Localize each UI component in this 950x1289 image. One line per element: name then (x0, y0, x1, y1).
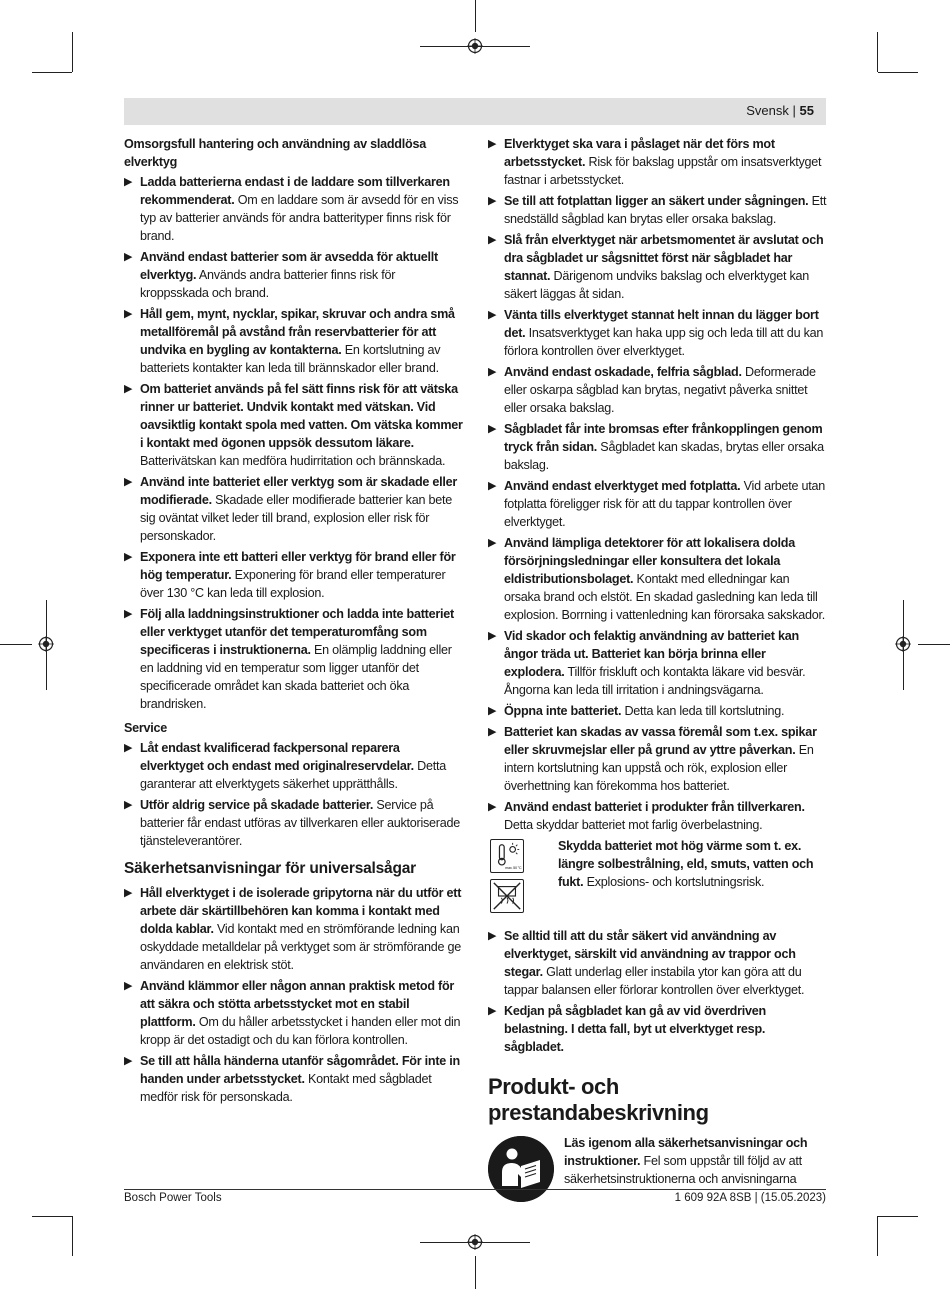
temperature-limit-label: max. 50 °C (505, 866, 522, 871)
bullet-arrow-icon: ▶ (124, 383, 133, 395)
crop-mark (475, 1256, 476, 1289)
list-item (488, 723, 828, 795)
bullet-list (124, 739, 466, 850)
list-item (124, 796, 466, 850)
item-bold: Håll elverktyget i de isolerade gripytorna när du utför ett arbete där skärtillbehören kan komma i kontakt med dolda kablar. (140, 886, 462, 936)
item-text: Används andra batterier finns risk för kroppsskada och brand. (140, 268, 396, 300)
item-text: Insatsverktyget kan haka upp sig och leda till att du kan förlora kontrollen över elverktyget. (504, 326, 824, 358)
bullet-arrow-icon: ▶ (488, 726, 497, 738)
item-text: Tillför friskluft och kontakta läkare vid besvär. Ångorna kan leda till irritation i andningsvägarna. (504, 665, 806, 697)
heat-warning-text (558, 837, 828, 891)
page-number: 55 (799, 103, 814, 118)
crop-mark (475, 0, 476, 32)
bullet-arrow-icon: ▶ (124, 887, 133, 899)
item-bold: Slå från elverktyget när arbetsmomentet är avslutat och dra sågbladet ur sågsnittet först när sågbladet har stannat. (504, 233, 824, 283)
bullet-arrow-icon: ▶ (124, 251, 133, 263)
crop-mark (918, 644, 950, 645)
warning-bold: Skydda batteriet mot hög värme som t. ex. längre solbestrålning, eld, smuts, vatten och fukt. (558, 839, 814, 889)
item-text: Glatt underlag eller instabila ytor kan göra att du tappar balansen eller förlorar kontrollen över elverktyget. (504, 965, 805, 997)
bullet-arrow-icon: ▶ (488, 705, 497, 717)
heat-warning-block (488, 837, 828, 917)
footer-document-id: 1 609 92A 8SB | (15.05.2023) (674, 1192, 826, 1204)
bullet-arrow-icon: ▶ (124, 742, 133, 754)
item-bold: Exponera inte ett batteri eller verktyg för brand eller för hög temperatur. (140, 550, 456, 582)
registration-mark-icon (895, 636, 911, 652)
bullet-arrow-icon: ▶ (124, 799, 133, 811)
bullet-list (124, 884, 466, 1106)
item-bold: Använd endast batteriet i produkter från tillverkaren. (504, 800, 805, 814)
list-item (124, 739, 466, 793)
bullet-arrow-icon: ▶ (488, 537, 497, 549)
list-item (488, 1002, 828, 1056)
item-bold: Håll gem, mynt, nycklar, spikar, skruvar och andra små metallföremål på avstånd från reservbatterier för att undvika en bygling av kontakterna. (140, 307, 455, 357)
page-header (124, 98, 826, 125)
list-item (488, 798, 828, 834)
section-subheading: Service (124, 721, 168, 735)
list-item (488, 627, 828, 699)
bullet-arrow-icon: ▶ (488, 138, 497, 150)
bullet-arrow-icon: ▶ (488, 366, 497, 378)
item-text: En kortslutning av batteriets kontakter kan leda till brännskador eller brand. (140, 343, 441, 375)
header-language: Svensk (746, 103, 789, 118)
crop-mark (32, 72, 72, 73)
list-item (488, 420, 828, 474)
item-bold: Använd endast batterier som är avsedda för aktuellt elverktyg. (140, 250, 438, 282)
header-separator: | (792, 103, 796, 118)
item-text: Detta skyddar batteriet mot farlig överbelastning. (504, 818, 763, 832)
item-text: Vid kontakt med en strömförande ledning kan oskyddade metalldelar på verktyget som är strömförande ge användaren en elektrisk stöt. (140, 922, 462, 972)
item-text: Detta kan leda till kortslutning. (621, 704, 785, 718)
bullet-arrow-icon: ▶ (124, 551, 133, 563)
list-item (124, 884, 466, 974)
list-item (488, 231, 828, 303)
item-bold: Använd lämpliga detektorer för att lokalisera dolda försörjningsledningar eller konsultera det lokala eldistributionsbolaget. (504, 536, 795, 586)
item-text: Ett snedställd sågblad kan brytas eller orsaka bakslag. (504, 194, 827, 226)
header-label (746, 103, 814, 118)
item-bold: Använd inte batteriet eller verktyg som är skadade eller modifierade. (140, 475, 458, 507)
item-text: Skadade eller modifierade batterier kan bete sig oväntat vilket leder till brand, explosion eller risk för personskador. (140, 493, 452, 543)
item-text: Deformerade eller oskarpa sågblad kan brytas, negativt påverka snittet eller orsaka bakslag. (504, 365, 816, 415)
list-item (124, 548, 466, 602)
crop-mark (72, 1216, 73, 1256)
list-item (488, 135, 828, 189)
item-text: Exponering för brand eller temperaturer över 130 °C kan leda till explosion. (140, 568, 446, 600)
registration-mark-icon (38, 636, 54, 652)
item-bold: Vänta tills elverktyget stannat helt innan du lägger bort det. (504, 308, 819, 340)
item-bold: Se alltid till att du står säkert vid användning av elverktyget, särskilt vid användning av trappor och stegar. (504, 929, 796, 979)
item-bold: Se till att hålla händerna utanför sågområdet. För inte in handen under arbetsstycket. (140, 1054, 460, 1086)
item-text: Om en laddare som är avsedd för en viss typ av batterier används för andra batterityper finns risk för brand. (140, 193, 459, 243)
item-bold: Utför aldrig service på skadade batterier. (140, 798, 374, 812)
list-item (488, 306, 828, 360)
item-bold: Låt endast kvalificerad fackpersonal reparera elverktyget och endast med originalreservdelar. (140, 741, 414, 773)
read-manual-icon (488, 1136, 554, 1202)
bullet-arrow-icon: ▶ (488, 930, 497, 942)
item-text: Därigenom undviks bakslag och elverktyget kan säkert läggas åt sidan. (504, 269, 810, 301)
bullet-arrow-icon: ▶ (488, 309, 497, 321)
crop-mark (877, 32, 878, 72)
read-bold: Läs igenom alla säkerhetsanvisningar och instruktioner. (564, 1136, 808, 1168)
bullet-arrow-icon: ▶ (124, 1055, 133, 1067)
bullet-list (124, 173, 466, 713)
crop-mark (877, 1216, 878, 1256)
item-bold: Använd endast elverktyget med fotplatta. (504, 479, 741, 493)
item-text: Batterivätskan kan medföra hudirritation och brännskada. (140, 454, 446, 468)
item-bold: Sågbladet får inte bromsas efter frånkopplingen genom tryck från sidan. (504, 422, 823, 454)
list-item (488, 363, 828, 417)
bullet-arrow-icon: ▶ (488, 630, 497, 642)
list-item (124, 248, 466, 302)
item-text: Vid arbete utan fotplatta föreligger risk för att du tappar kontrollen över elverktyget. (504, 479, 826, 529)
item-text: En intern kortslutning kan uppstå och rök, explosion eller överhettning kan förekomma hos batteriet. (504, 743, 814, 793)
item-bold: Följ alla laddningsinstruktioner och ladda inte batteriet eller verktyget utanför det temperaturomfång som specificeras i instruktionerna. (140, 607, 454, 657)
no-heat-icon (490, 879, 524, 913)
right-column (488, 135, 828, 1214)
bullet-arrow-icon: ▶ (488, 801, 497, 813)
list-item (124, 977, 466, 1049)
item-text: Service på batterier får endast utföras av tillverkaren eller auktoriserade tjänsteleverantörer. (140, 798, 460, 848)
list-item (124, 380, 466, 470)
crop-mark (878, 1216, 918, 1217)
list-item (124, 1052, 466, 1106)
warning-text: Explosions- och kortslutningsrisk. (583, 875, 765, 889)
item-text: En olämplig laddning eller en laddning vid en temperatur som ligger utanför det specificerade området kan skada batteriet och öka brandrisken. (140, 643, 452, 711)
list-item (488, 192, 828, 228)
section-subheading: Omsorgsfull hantering och användning av sladdlösa elverktyg (124, 137, 426, 169)
bullet-arrow-icon: ▶ (124, 608, 133, 620)
list-item (488, 534, 828, 624)
item-bold: Om batteriet används på fel sätt finns risk för att vätska rinner ur batteriet. Undvik kontakt med vätskan. Vid oavsiktlig kontakt spola med vatten. Om vätska kommer i kontakt med ögonen uppsök dessutom läkare. (140, 382, 463, 450)
item-text: Kontakt med elledningar kan orsaka brand och elstöt. En skadad gasledning kan leda till explosion. Borrning i vattenledning kan förorsaka sakskador. (504, 572, 826, 622)
bullet-arrow-icon: ▶ (488, 234, 497, 246)
footer-divider (124, 1189, 826, 1190)
registration-mark-icon (467, 1234, 483, 1250)
bullet-arrow-icon: ▶ (124, 308, 133, 320)
item-bold: Använd klämmor eller någon annan praktisk metod för att säkra och stötta arbetsstycket mot en stabil plattform. (140, 979, 455, 1029)
bullet-arrow-icon: ▶ (124, 476, 133, 488)
list-item (488, 702, 828, 720)
read-text: Fel som uppstår till följd av att säkerhetsinstruktionerna och anvisningarna (564, 1154, 802, 1186)
item-text: Kontakt med sågbladet medför risk för personskada. (140, 1072, 432, 1104)
bullet-arrow-icon: ▶ (488, 195, 497, 207)
list-item (124, 473, 466, 545)
bullet-arrow-icon: ▶ (488, 423, 497, 435)
bullet-arrow-icon: ▶ (488, 1005, 497, 1017)
bullet-list (488, 927, 828, 1056)
left-column (124, 135, 466, 1109)
item-text: Om du håller arbetsstycket i handen eller mot din kropp är det ostadigt och du kan förlora kontrollen. (140, 1015, 461, 1047)
section-heading: Säkerhetsanvisningar för universalsågar (124, 860, 416, 877)
item-bold: Elverktyget ska vara i påslaget när det förs mot arbetsstycket. (504, 137, 775, 169)
item-bold: Batteriet kan skadas av vassa föremål som t.ex. spikar eller skruvmejslar eller på grund av yttre påverkan. (504, 725, 817, 757)
item-bold: Använd endast oskadade, felfria sågblad. (504, 365, 742, 379)
crop-mark (72, 32, 73, 72)
item-text: Detta garanterar att elverktygets säkerhet upprätthålls. (140, 759, 446, 791)
item-bold: Kedjan på sågbladet kan gå av vid överdriven belastning. I detta fall, byt ut elverktyget resp. sågbladet. (504, 1004, 766, 1054)
crop-mark (32, 1216, 72, 1217)
list-item (124, 605, 466, 713)
item-bold: Vid skador och felaktig användning av batteriet kan ångor träda ut. Batteriet kan börja brinna eller explodera. (504, 629, 799, 679)
item-bold: Ladda batterierna endast i de laddare som tillverkaren rekommenderat. (140, 175, 450, 207)
item-bold: Se till att fotplattan ligger an säkert under sågningen. (504, 194, 809, 208)
list-item (488, 477, 828, 531)
bullet-list (488, 135, 828, 834)
footer-brand: Bosch Power Tools (124, 1192, 222, 1204)
read-instructions-text (564, 1134, 828, 1188)
item-text: Sågbladet kan skadas, brytas eller orsaka bakslag. (504, 440, 824, 472)
list-item (124, 305, 466, 377)
crop-mark (878, 72, 918, 73)
bullet-arrow-icon: ▶ (488, 480, 497, 492)
list-item (124, 173, 466, 245)
item-bold: Öppna inte batteriet. (504, 704, 622, 718)
item-text: Risk för bakslag uppstår om insatsverktyget fastnar i arbetsstycket. (504, 155, 822, 187)
crop-mark (0, 644, 32, 645)
thermometer-sun-icon (490, 839, 524, 873)
registration-mark-icon (467, 38, 483, 54)
bullet-arrow-icon: ▶ (124, 176, 133, 188)
product-heading: Produkt- och prestandabeskrivning (488, 1074, 709, 1125)
list-item (488, 927, 828, 999)
bullet-arrow-icon: ▶ (124, 980, 133, 992)
